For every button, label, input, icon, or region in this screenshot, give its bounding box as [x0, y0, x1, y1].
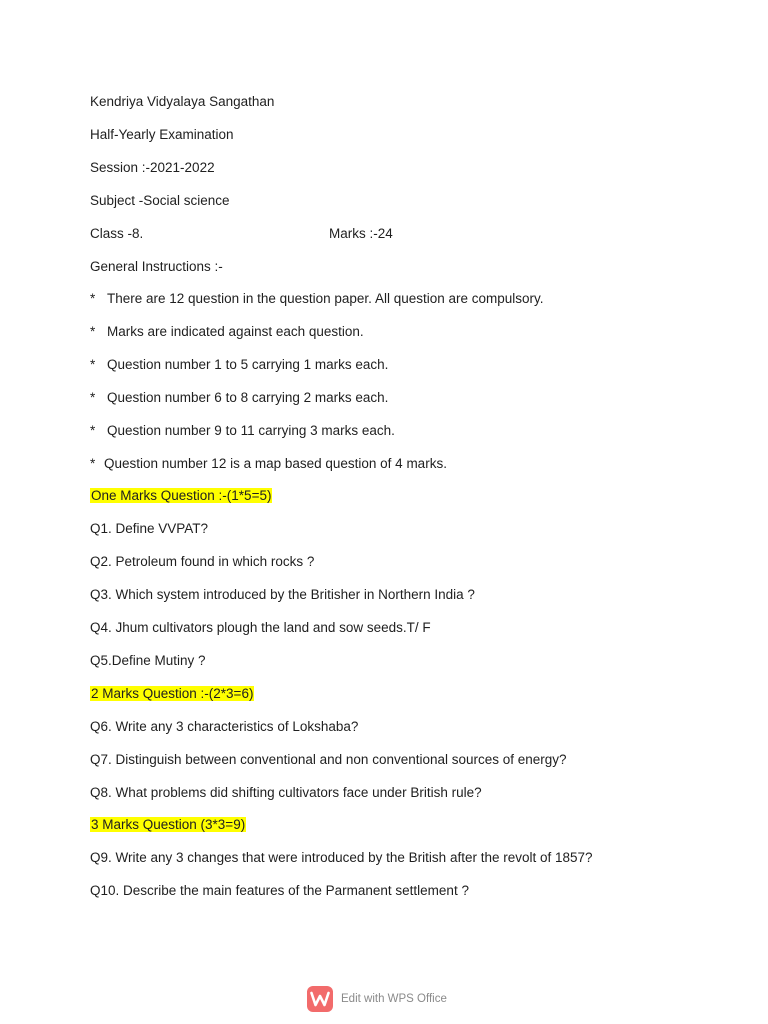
subject-line: Subject -Social science [90, 193, 230, 208]
question-q9: Q9. Write any 3 changes that were introduced by the British after the revolt of 1857? [90, 850, 593, 865]
question-q6: Q6. Write any 3 characteristics of Lokshaba? [90, 719, 359, 734]
question-q2: Q2. Petroleum found in which rocks ? [90, 554, 315, 569]
question-q3: Q3. Which system introduced by the Britisher in Northern India ? [90, 587, 475, 602]
highlighted-heading: One Marks Question :-(1*5=5) [91, 488, 272, 503]
instruction-item [90, 389, 388, 407]
bullet-mark: * [90, 291, 96, 306]
highlighted-heading: 2 Marks Question :-(2*3=6) [91, 686, 254, 701]
instruction-text: There are 12 question in the question paper. All question are compulsory. [107, 291, 544, 306]
instructions-heading: General Instructions :- [90, 259, 223, 274]
instruction-item [90, 290, 544, 308]
class-marks-row [90, 225, 490, 243]
instruction-item [90, 455, 447, 473]
instruction-item [90, 422, 395, 440]
bullet-mark: * [90, 357, 96, 372]
instruction-item [90, 323, 364, 341]
question-q10: Q10. Describe the main features of the Parmanent settlement ? [90, 883, 469, 898]
instruction-text: Question number 9 to 11 carrying 3 marks each. [107, 423, 395, 438]
question-q8: Q8. What problems did shifting cultivators face under British rule? [90, 785, 482, 800]
instruction-text: Question number 1 to 5 carrying 1 marks each. [107, 357, 389, 372]
question-q1: Q1. Define VVPAT? [90, 521, 209, 536]
section-heading-one-mark [90, 487, 272, 505]
instruction-text: Question number 6 to 8 carrying 2 marks each. [107, 390, 389, 405]
instruction-text: Marks are indicated against each question. [107, 324, 364, 339]
section-heading-two-marks [90, 685, 254, 703]
session-line: Session :-2021-2022 [90, 160, 215, 175]
organization-name: Kendriya Vidyalaya Sangathan [90, 94, 275, 109]
marks-label: Marks :-24 [329, 226, 393, 241]
bullet-mark: * [90, 390, 96, 405]
question-q5: Q5.Define Mutiny ? [90, 653, 206, 668]
question-q7: Q7. Distinguish between conventional and non conventional sources of energy? [90, 752, 567, 767]
class-label: Class -8. [90, 226, 144, 241]
highlighted-heading: 3 Marks Question (3*3=9) [91, 817, 246, 832]
wps-footer[interactable] [307, 985, 447, 1013]
exam-title: Half-Yearly Examination [90, 127, 234, 142]
section-heading-three-marks [90, 816, 246, 834]
instruction-item [90, 356, 388, 374]
bullet-mark: * [90, 324, 96, 339]
question-q4: Q4. Jhum cultivators plough the land and sow seeds.T/ F [90, 620, 431, 635]
wps-w-glyph-icon [310, 991, 330, 1007]
bullet-mark: * [90, 423, 96, 438]
bullet-mark: * [90, 456, 96, 471]
instruction-text: Question number 12 is a map based question of 4 marks. [104, 456, 447, 471]
wps-logo-icon[interactable] [307, 986, 333, 1012]
wps-footer-label[interactable]: Edit with WPS Office [341, 993, 447, 1005]
